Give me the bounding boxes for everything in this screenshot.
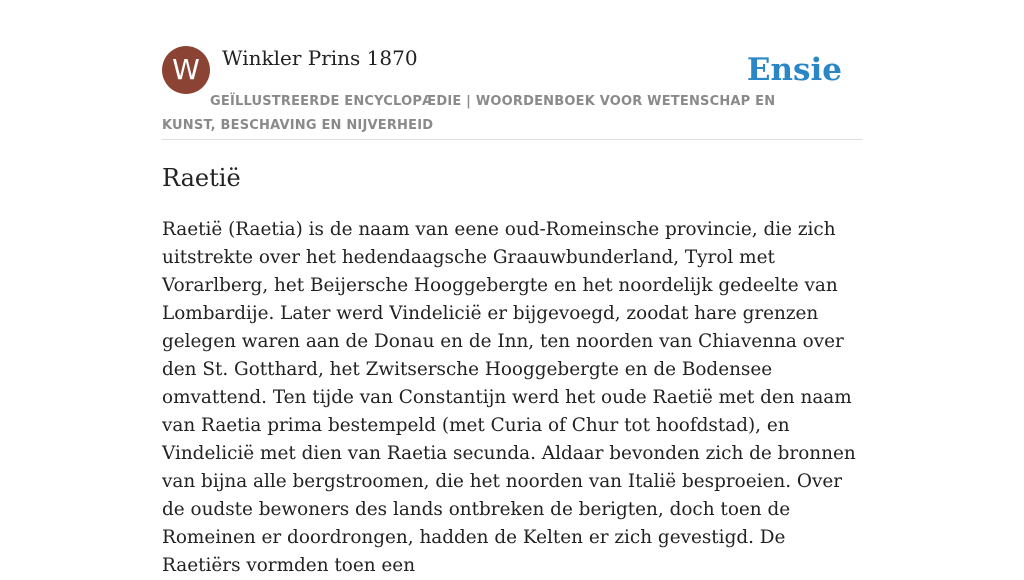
- source-title[interactable]: Winkler Prins 1870: [222, 46, 418, 70]
- source-avatar[interactable]: W: [162, 46, 210, 94]
- header-divider: [162, 139, 862, 140]
- brand-logo[interactable]: Ensie: [746, 52, 842, 88]
- source-subtitle: GEÏLLUSTREERDE ENCYCLOPÆDIE | WOORDENBOEK VOOR WETENSCHAP EN KUNST, BESCHAVING EN NIJVERHEID: [162, 94, 776, 133]
- article-body: Raetië (Raetia) is de naam van eene oud-Romeinsche provincie, die zich uitstrekte over het hedendaagsche Graauwbunderland, Tyrol met Vorarlberg, het Beijersche Hooggebergte en het noordelijk gedeelte van Lombardije. Later werd Vindelicië er bijgevoegd, zoodat hare grenzen gelegen waren aan de Donau en de Inn, ten noorden van Chiavenna over den St. Gotthard, het Zwitsersche Hooggebergte en de Bodensee omvattend. Ten tijde van Constantijn werd het oude Raetië met den naam van Raetia prima bestempeld (met Curia of Chur tot hoofdstad), en Vindelicië met dien van Raetia secunda. Aldaar bevonden zich de bronnen van bijna alle bergstroomen, die het noorden van Italië besproeien. Over de oudste bewoners des lands ontbreken de berigten, doch toen de Romeinen er doordrongen, hadden de Kelten er zich gevestigd. De Raetiërs vormden toen een: [162, 219, 856, 576]
- article-title: Raetië: [162, 164, 241, 192]
